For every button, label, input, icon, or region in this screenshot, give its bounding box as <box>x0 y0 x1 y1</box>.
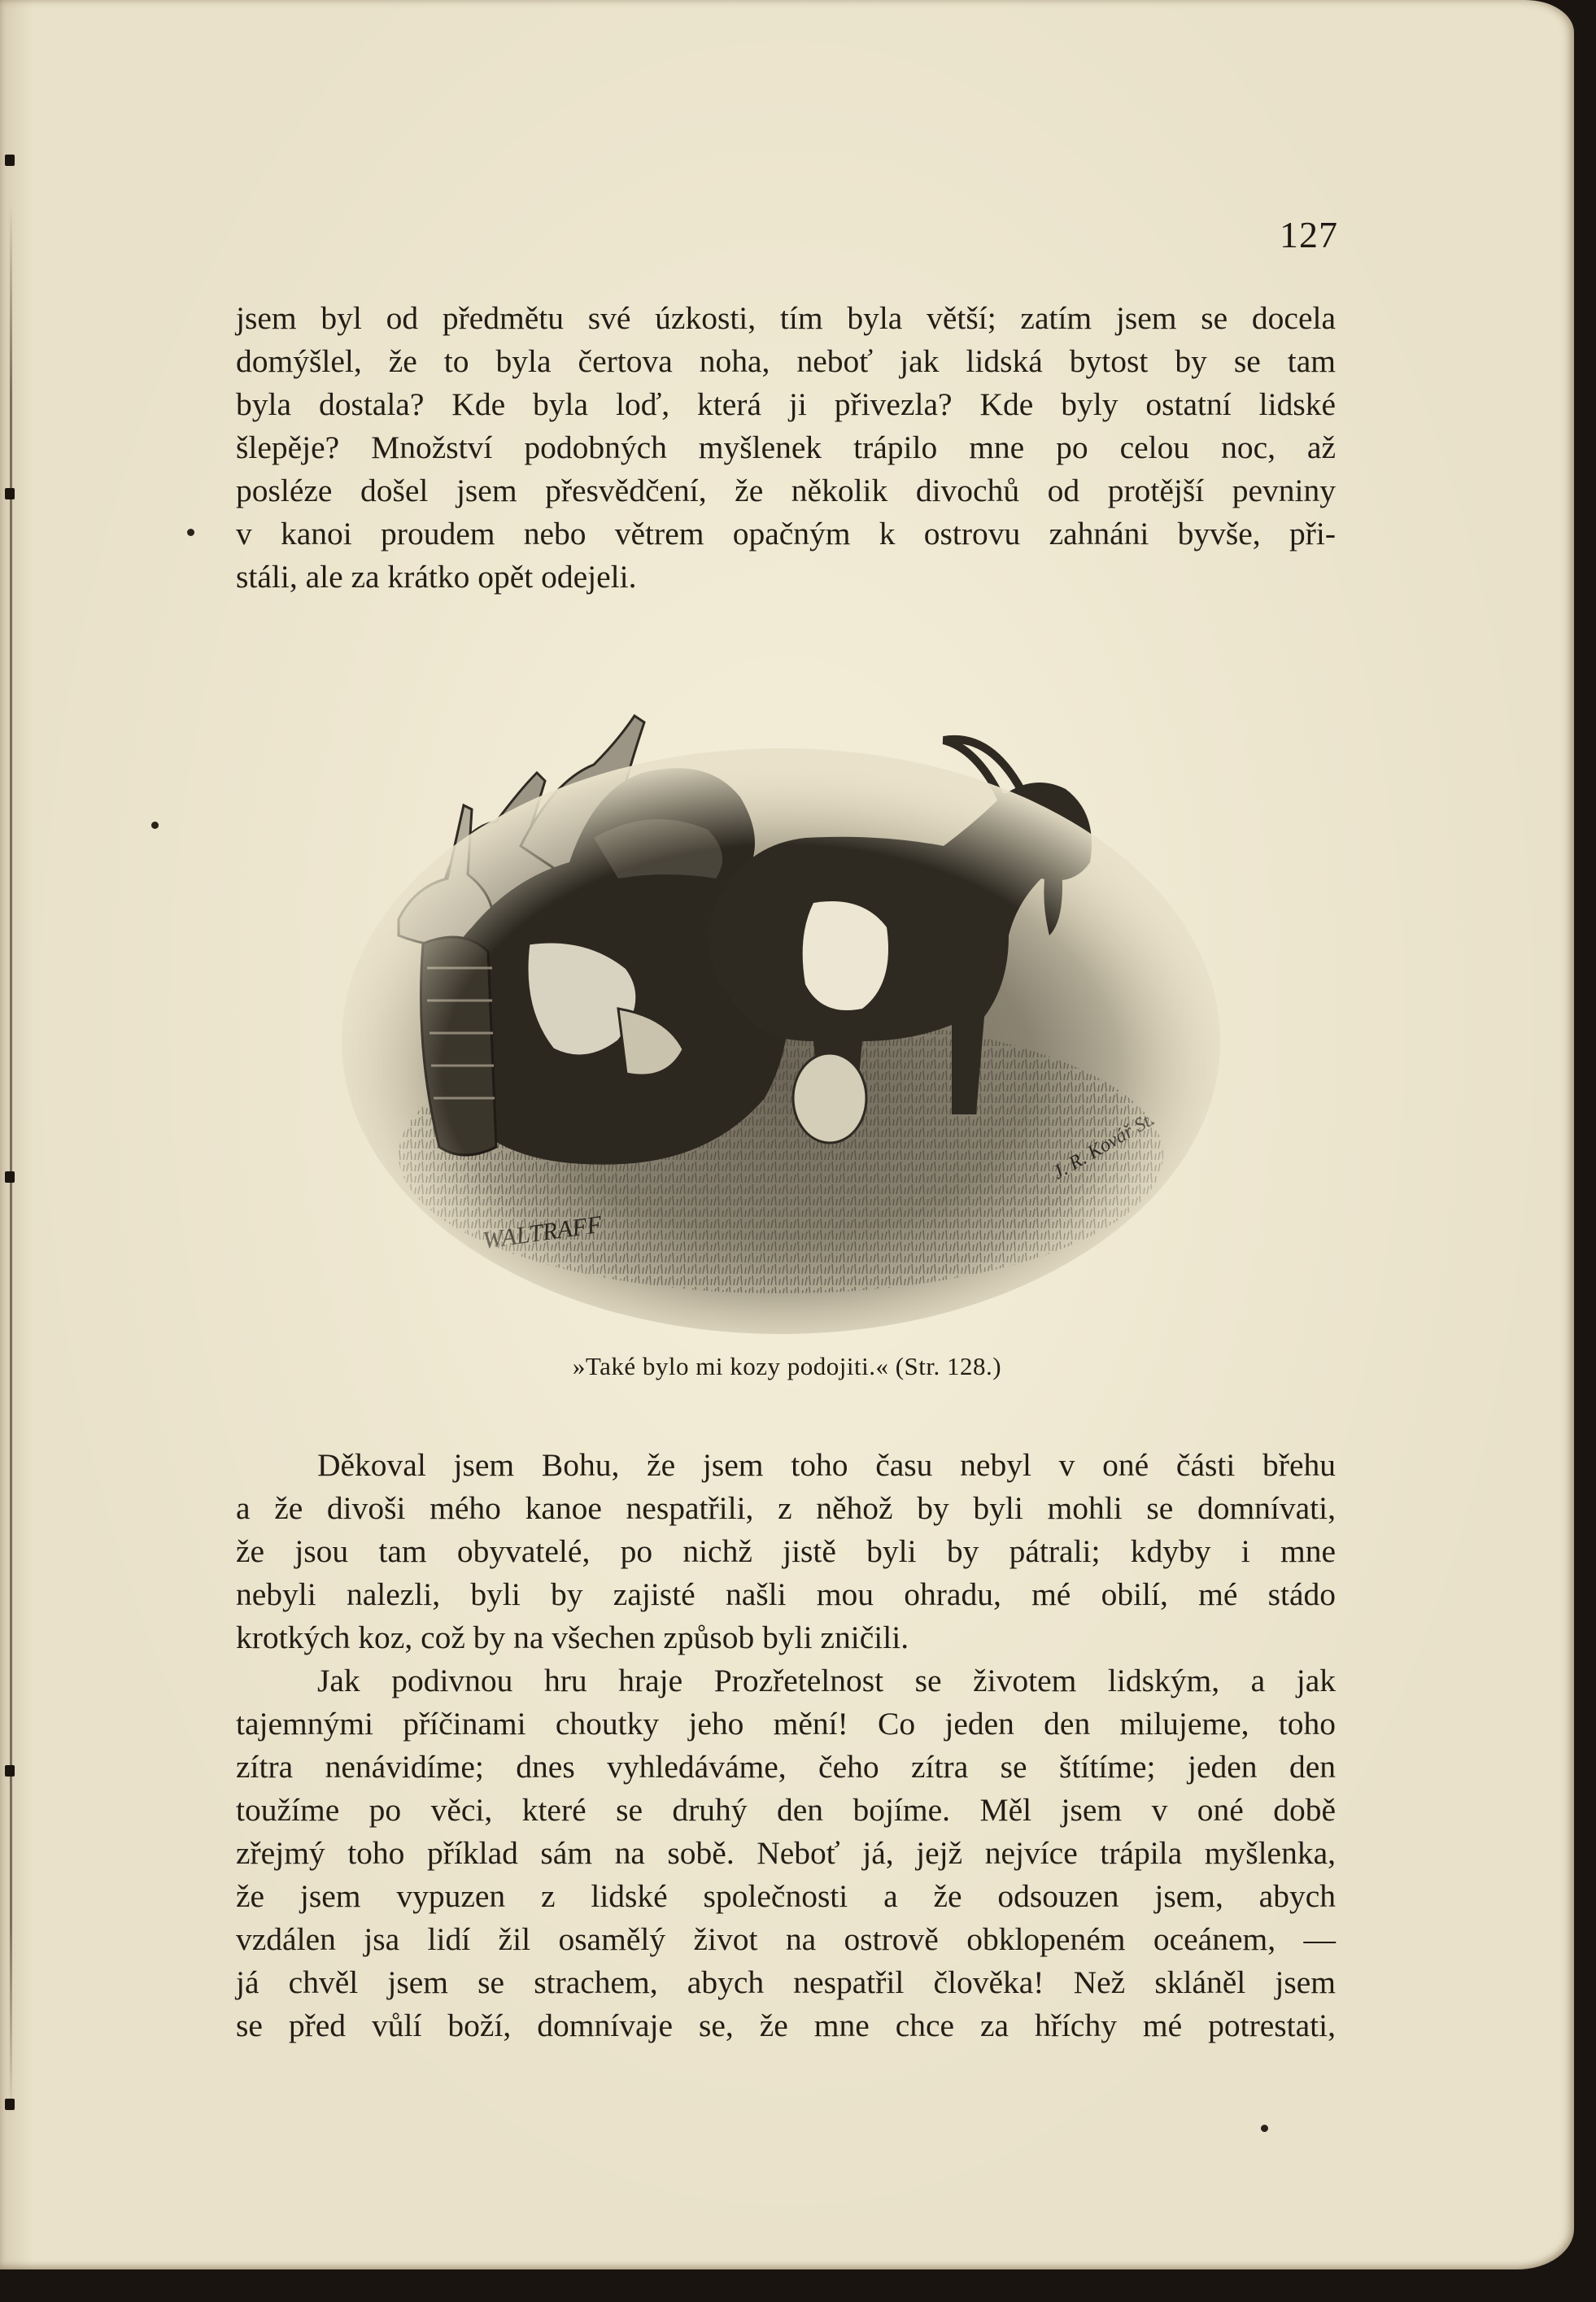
text-line: vzdálen jsa lidí žil osamělý život na ostrově obklopeném oceánem, — <box>236 1921 1336 1957</box>
spine-mark <box>5 1171 15 1183</box>
text-line: byla dostala? Kde byla loď, která ji přivezla? Kde byly ostatní lidské <box>236 386 1336 422</box>
text-line: se před vůlí boží, domnívaje se, že mne chce za hříchy mé potrestati, <box>236 2008 1336 2043</box>
text-line: zřejmý toho příklad sám na sobě. Neboť já, jejž nejvíce trápila myšlenka, <box>236 1835 1336 1871</box>
text-line: stáli, ale za krátko opět odejeli. <box>236 559 637 595</box>
text-line: toužíme po věci, které se druhý den bojíme. Měl jsem v oné době <box>236 1792 1336 1828</box>
text-line: Děkoval jsem Bohu, že jsem toho času nebyl v oné části břehu <box>317 1447 1336 1483</box>
text-line: já chvěl jsem se strachem, abych nespatřil člověka! Než skláněl jsem <box>236 1964 1336 2000</box>
text-line: nebyli nalezli, byli by zajisté našli mou ohradu, mé obilí, mé stádo <box>236 1576 1336 1612</box>
speck <box>1261 2125 1268 2132</box>
illustration-caption: »Také bylo mi kozy podojiti.« (Str. 128.) <box>572 1352 1002 1380</box>
text-line: že jsem vypuzen z lidské společnosti a že odsouzen jsem, abych <box>236 1878 1336 1914</box>
text-line: jsem byl od předmětu své úzkosti, tím byla větší; zatím jsem se docela <box>236 300 1336 336</box>
spine-mark <box>5 2099 15 2110</box>
text-line: posléze došel jsem přesvědčení, že několik divochů od protější pevniny <box>236 473 1336 508</box>
engraving-illustration <box>325 659 1236 1334</box>
spine-mark <box>5 155 15 166</box>
text-line: že jsou tam obyvatelé, po nichž jistě byli by pátrali; kdyby i mne <box>236 1533 1336 1569</box>
paragraph-1 <box>236 297 1336 599</box>
text-line: a že divoši mého kanoe nespatřili, z něhož by byli mohli se domnívati, <box>236 1490 1336 1526</box>
text-line: Jak podivnou hru hraje Prozřetelnost se životem lidským, a jak <box>317 1663 1336 1698</box>
speck <box>151 822 159 829</box>
text-line: tajemnými příčinami choutky jeho mění! Co jeden den milujeme, toho <box>236 1706 1336 1742</box>
text-line: šlepěje? Množství podobných myšlenek trápilo mne po celou noc, až <box>236 429 1336 465</box>
vignette-fade <box>342 748 1220 1334</box>
text-line: v kanoi proudem nebo větrem opačným k ostrovu zahnáni byvše, při- <box>236 516 1336 552</box>
spine-mark <box>5 488 15 499</box>
text-line: zítra nenávidíme; dnes vyhledáváme, čeho zítra se štítíme; jeden den <box>236 1749 1336 1785</box>
page-number: 127 <box>1280 214 1338 255</box>
text-line: krotkých koz, což by na všechen způsob byli zničili. <box>236 1620 909 1655</box>
text-line: domýšlel, že to byla čertova noha, neboť jak lidská bytost by se tam <box>236 343 1336 379</box>
paragraph-2 <box>236 1444 1336 2047</box>
speck <box>187 529 194 536</box>
spine-mark <box>5 1765 15 1777</box>
